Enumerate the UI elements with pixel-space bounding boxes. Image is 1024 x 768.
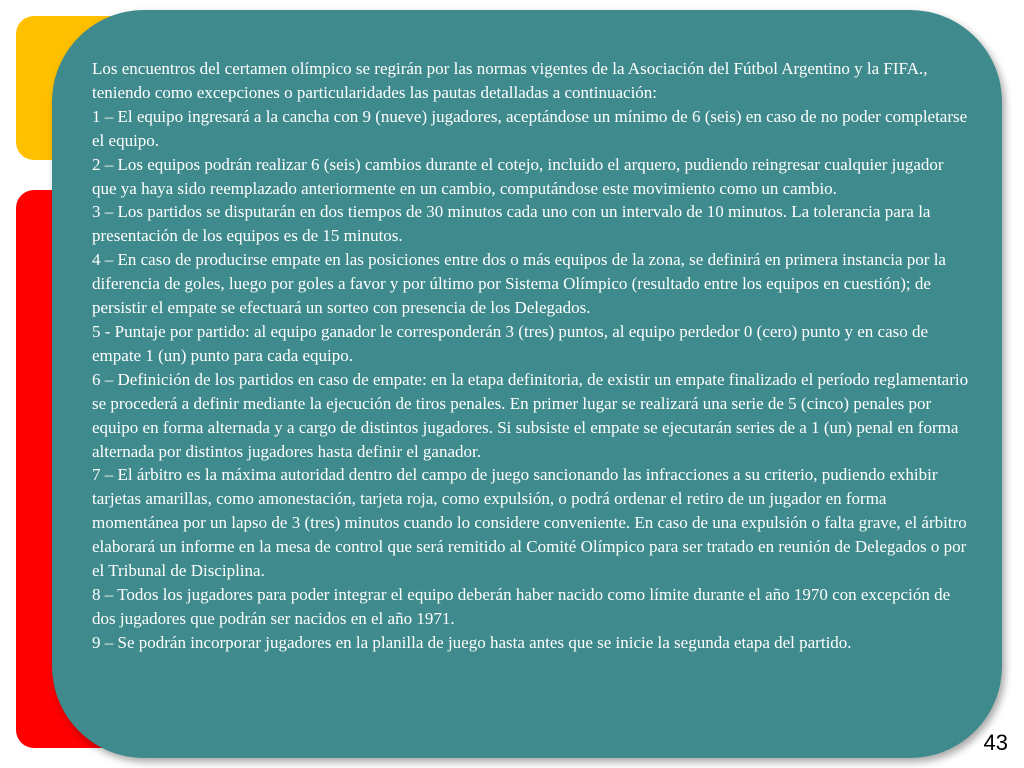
page-number: 43 (983, 730, 1008, 755)
content-panel (52, 10, 1002, 758)
rule-item: 3 – Los partidos se disputarán en dos tiempos de 30 minutos cada uno con un intervalo de 10 minutos. La tolerancia para la presentación de los equipos es de 15 minutos. (92, 202, 931, 246)
rule-item: 1 – El equipo ingresará a la cancha con 9 (nueve) jugadores, aceptándose un mínimo de 6 (seis) en caso de no poder completarse el equipo. (92, 106, 968, 150)
rule-item: 2 – Los equipos podrán realizar 6 (seis) cambios durante el cotejo, incluido el arquero, pudiendo reingresar cualquier jugador que ya haya sido reemplazado anteriormente en un cambio, computándose este movimiento como un cambio. (92, 154, 944, 198)
rule-item: 7 – El árbitro es la máxima autoridad dentro del campo de juego sancionando las infracciones a su criterio, pudiendo exhibir tarjetas amarillas, como amonestación, tarjeta roja, como expulsión, o podrá ordenar el retiro de un jugador en forma momentánea por un lapso de 3 (tres) minutos cuando lo considere conveniente. En caso de una expulsión o falta grave, el árbitro elaborará un informe en la mesa de control que será remitido al Comité Olímpico para ser tratado en reunión de Delegados o por el Tribunal de Disciplina. (92, 465, 967, 581)
rule-item: 4 – En caso de producirse empate en las posiciones entre dos o más equipos de la zona, se definirá en primera instancia por la diferencia de goles, luego por goles a favor y por último por Sistema Olímpico (resultado entre los equipos en cuestión); de persistir el empate se efectuará un sorteo con presencia de los Delegados. (92, 250, 946, 318)
rule-item: 9 – Se podrán incorporar jugadores en la planilla de juego hasta antes que se inicie la segunda etapa del partido. (92, 632, 852, 652)
intro-paragraph: Los encuentros del certamen olímpico se regirán por las normas vigentes de la Asociación del Fútbol Argentino y la FIFA., teniendo como excepciones o particularidades las pautas detalladas a continuación: (92, 59, 928, 102)
rule-item: 5 - Puntaje por partido: al equipo ganador le corresponderán 3 (tres) puntos, al equipo perdedor 0 (cero) punto y en caso de empate 1 (un) punto para cada equipo. (92, 321, 929, 365)
rules-text (92, 57, 972, 655)
rule-item: 8 – Todos los jugadores para poder integrar el equipo deberán haber nacido como límite durante el año 1970 con excepción de dos jugadores que podrán ser nacidos en el año 1971. (92, 584, 951, 628)
rule-item: 6 – Definición de los partidos en caso de empate: en la etapa definitoria, de existir un empate finalizado el período reglamentario se procederá a definir mediante la ejecución de tiros penales. En primer lugar se realizará una serie de 5 (cinco) penales por equipo en forma alternada y a cargo de distintos jugadores. Si subsiste el empate se ejecutarán series de a 1 (un) penal en forma alternada por distintos jugadores hasta definir el ganador. (92, 369, 969, 461)
